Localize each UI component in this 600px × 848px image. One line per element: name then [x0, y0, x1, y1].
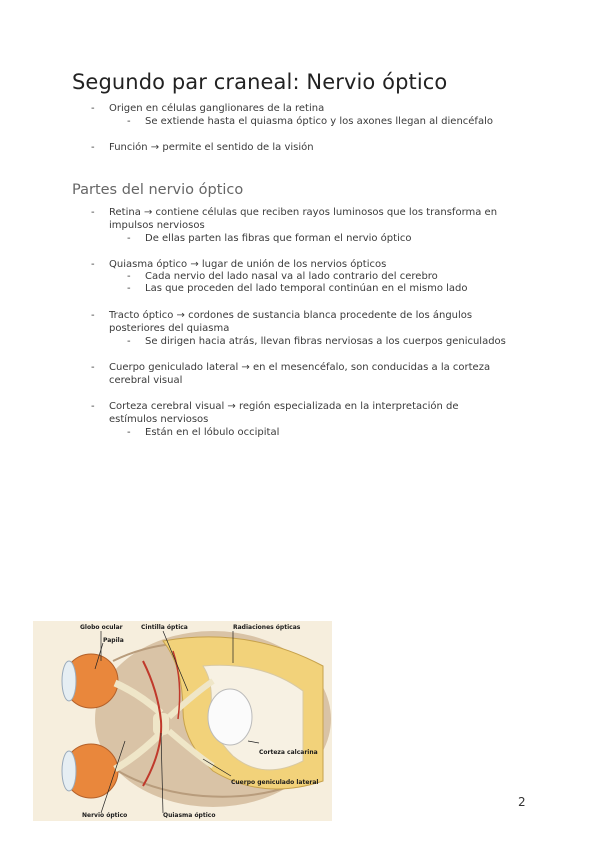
list-item-text-continuation: impulsos nerviosos — [109, 219, 205, 231]
list-item-text: Quiasma óptico → lugar de unión de los nervios ópticos — [109, 259, 387, 270]
bullet-dash: - — [91, 362, 95, 373]
label-globo-ocular: Globo ocular — [80, 624, 123, 631]
brain-illustration — [33, 621, 332, 821]
sub-list-item — [127, 233, 545, 246]
sub-list-item — [127, 116, 545, 129]
visual-pathway-figure — [33, 621, 332, 821]
cornea-lower — [62, 751, 76, 791]
sub-list-item-text: Se dirigen hacia atrás, llevan fibras nerviosas a los cuerpos geniculados — [145, 336, 506, 347]
list-item-text-continuation: posteriores del quiasma — [109, 322, 230, 334]
sub-list-item — [127, 283, 545, 296]
sub-list-item — [127, 336, 545, 349]
bullet-dash: - — [127, 336, 131, 347]
bullet-dash: - — [91, 259, 95, 270]
list-item-text: Origen en células ganglionares de la retina — [109, 103, 325, 114]
bullet-dash: - — [127, 233, 131, 244]
bullet-dash: - — [91, 103, 95, 114]
list-item-text: Corteza cerebral visual → región especializada en la interpretación de — [109, 401, 459, 412]
sub-list-item-text: Se extiende hasta el quiasma óptico y los axones llegan al diencéfalo — [145, 116, 493, 127]
bullet-dash: - — [127, 283, 131, 294]
list-item-text: Función → permite el sentido de la visión — [109, 142, 314, 153]
bullet-dash: - — [127, 427, 131, 438]
sub-list-item-text: Las que proceden del lado temporal continúan en el mismo lado — [145, 283, 468, 294]
label-quiasma-optico: Quiasma óptico — [163, 812, 216, 819]
label-radiaciones-opticas: Radiaciones ópticas — [233, 624, 301, 631]
bullet-dash: - — [91, 142, 95, 153]
page-title: Segundo par craneal: Nervio óptico — [72, 70, 448, 94]
list-item-tracto — [91, 310, 529, 335]
cornea-upper — [62, 661, 76, 701]
sub-list-item-text: Cada nervio del lado nasal va al lado contrario del cerebro — [145, 271, 438, 282]
label-nervio-optico: Nervio óptico — [82, 812, 128, 819]
list-item-corteza — [91, 401, 529, 426]
list-item-quiasma — [91, 259, 529, 272]
label-cintilla-optica: Cintilla óptica — [141, 624, 188, 631]
bullet-dash: - — [127, 271, 131, 282]
list-item-text: Retina → contiene células que reciben rayos luminosos que los transforma en — [109, 207, 498, 218]
sub-list-item — [127, 271, 545, 284]
sub-list-item-text: Están en el lóbulo occipital — [145, 427, 280, 438]
label-papila: Papila — [103, 637, 124, 644]
label-corteza-calcarina: Corteza calcarina — [259, 749, 318, 756]
list-item-text: Tracto óptico → cordones de sustancia blanca procedente de los ángulos — [109, 310, 473, 321]
bullet-dash: - — [91, 207, 95, 218]
list-item-text-continuation: estímulos nerviosos — [109, 413, 209, 425]
list-item-origen — [91, 103, 529, 116]
thalamus — [208, 689, 252, 745]
label-cuerpo-geniculado-lateral: Cuerpo geniculado lateral — [231, 779, 319, 786]
sub-list-item-text: De ellas parten las fibras que forman el nervio óptico — [145, 233, 412, 244]
bullet-dash: - — [91, 310, 95, 321]
list-item-retina — [91, 207, 529, 232]
list-item-cuerpo-geniculado — [91, 362, 529, 387]
bullet-dash: - — [91, 401, 95, 412]
bullet-dash: - — [127, 116, 131, 127]
list-item-text: Cuerpo geniculado lateral → en el mesencéfalo, son conducidas a la corteza — [109, 362, 491, 373]
sub-list-item — [127, 427, 545, 440]
page-number: 2 — [518, 795, 526, 809]
list-item-text-continuation: cerebral visual — [109, 374, 183, 386]
section-title: Partes del nervio óptico — [72, 182, 244, 198]
list-item-funcion — [91, 142, 529, 155]
